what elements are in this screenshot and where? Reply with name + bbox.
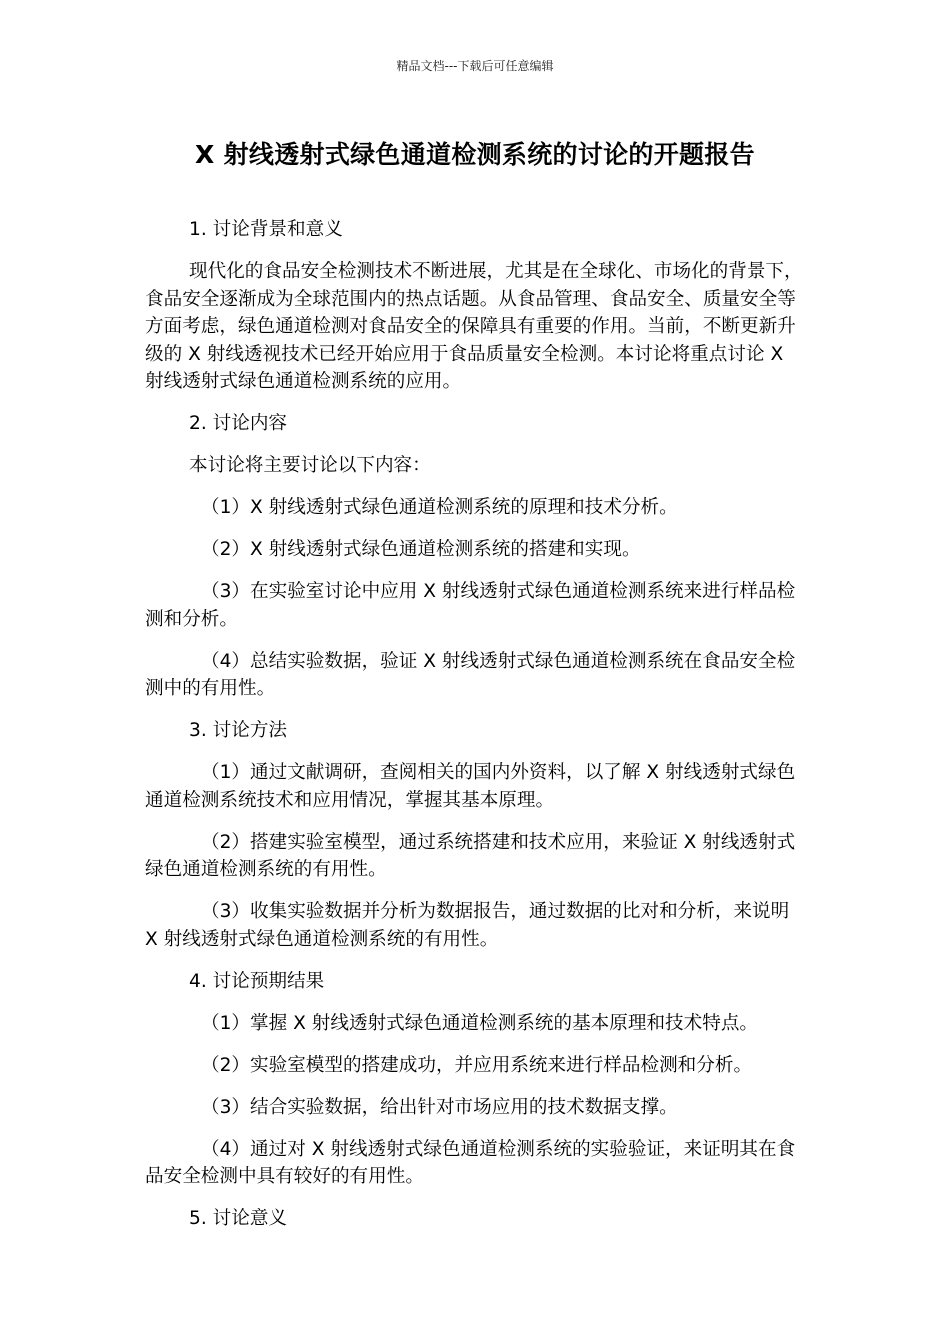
paragraph-background: 现代化的食品安全检测技术不断进展，尤其是在全球化、市场化的背景下，食品安全逐渐成为全球范围内的热点话题。从食品管理、食品安全、质量安全等方面考虑，绿色通道检测对食品安全的保障具有重要的作用。当前，不断更新升级的 X 射线透视技术已经开始应用于食品质量安全检测。本讨论将重点讨论 X 射线透射式绿色通道检测系统的应用。: [145, 261, 803, 392]
list-item-content-3: （3）在实验室讨论中应用 X 射线透射式绿色通道检测系统来进行样品检测和分析。: [145, 581, 796, 630]
list-item-result-4: （4）通过对 X 射线透射式绿色通道检测系统的实验验证，来证明其在食品安全检测中具有较好的有用性。: [145, 1138, 796, 1187]
list-item-method-3: （3）收集实验数据并分析为数据报告，通过数据的比对和分析，来说明 X 射线透射式绿色通道检测系统的有用性。: [145, 901, 790, 950]
list-item-method-1: （1）通过文献调研，查阅相关的国内外资料，以了解 X 射线透射式绿色通道检测系统技术和应用情况，掌握其基本原理。: [145, 762, 796, 811]
list-item-content-1: （1）X 射线透射式绿色通道检测系统的原理和技术分析。: [201, 497, 678, 518]
list-item-result-1: （1）掌握 X 射线透射式绿色通道检测系统的基本原理和技术特点。: [201, 1012, 759, 1034]
section-heading-content: 2. 讨论内容: [189, 413, 288, 434]
section-heading-expected-results: 4. 讨论预期结果: [189, 970, 325, 992]
section-heading-background: 1. 讨论背景和意义: [189, 219, 343, 240]
document-body: [145, 216, 807, 1247]
list-item-content-4: （4）总结实验数据，验证 X 射线透射式绿色通道检测系统在食品安全检测中的有用性。: [145, 650, 796, 699]
list-item-method-2: （2）搭建实验室模型，通过系统搭建和技术应用，来验证 X 射线透射式绿色通道检测系统的有用性。: [145, 831, 796, 880]
section-heading-method: 3. 讨论方法: [189, 720, 288, 741]
list-item-result-2: （2）实验室模型的搭建成功，并应用系统来进行样品检测和分析。: [201, 1054, 753, 1076]
page-header-watermark: 精品文档---下载后可任意编辑: [396, 59, 554, 73]
paragraph-content-intro: 本讨论将主要讨论以下内容：: [189, 455, 431, 476]
document-title: X 射线透射式绿色通道检测系统的讨论的开题报告: [195, 140, 755, 169]
list-item-content-2: （2）X 射线透射式绿色通道检测系统的搭建和实现。: [201, 539, 641, 560]
list-item-result-3: （3）结合实验数据，给出针对市场应用的技术数据支撑。: [201, 1096, 678, 1118]
section-heading-significance: 5. 讨论意义: [189, 1208, 288, 1229]
